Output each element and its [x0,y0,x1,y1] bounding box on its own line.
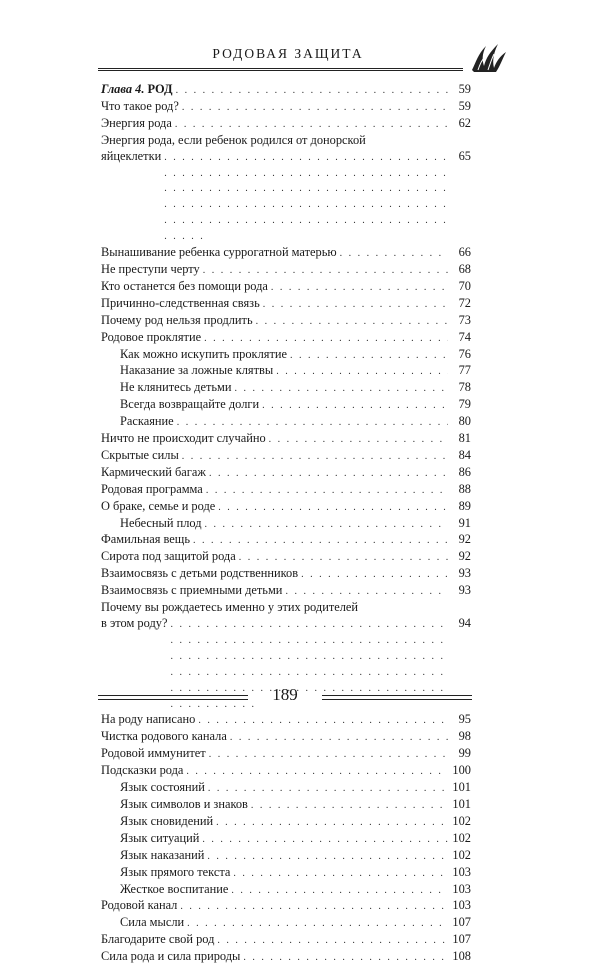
toc-entry-title: Язык состояний [120,780,205,795]
toc-entry[interactable] [101,431,471,448]
footer-rule-left [98,695,248,700]
toc-entry-page: 88 [458,481,471,496]
toc-entry-page: 101 [452,780,471,795]
toc-entry[interactable] [101,279,471,296]
leader-dots [198,713,448,729]
toc-entry-title: Почему род нельзя продлить [101,312,253,327]
toc-entry-page: 107 [452,915,471,930]
toc-entry[interactable] [101,566,471,583]
toc-entry[interactable] [101,313,471,330]
toc-entry-title: Сила рода и сила природы [101,949,241,964]
toc-entry[interactable] [101,532,471,549]
toc-entry[interactable] [101,380,471,397]
toc-entry-page: 103 [452,898,471,913]
leader-dots [217,933,448,949]
toc-entry[interactable] [101,763,471,780]
leader-dots [186,764,448,780]
toc-entry-title: Язык сновидений [120,813,214,828]
toc-entry-title: Родовое проклятие [101,329,202,344]
page-footer [98,685,472,709]
toc-entry-page: 98 [458,729,471,744]
toc-entry-page: 79 [458,397,471,412]
toc-entry-page: 99 [458,746,471,761]
table-of-contents [101,82,471,966]
chapter-heading[interactable] [101,82,471,99]
toc-entry-page: 77 [458,363,471,378]
toc-entry[interactable] [101,780,471,797]
toc-entry-title: Кто останется без помощи рода [101,278,268,293]
leader-dots [263,297,448,313]
flame-ornament-icon [468,40,508,74]
toc-entry-page: 108 [452,949,471,964]
toc-entry-title: Что такое род? [101,98,179,113]
toc-entry-title: Язык ситуаций [120,830,200,845]
toc-entry-page: 102 [452,847,471,862]
toc-entry-title: Почему вы рождаетесь именно у этих родителей [101,600,359,615]
leader-dots [290,348,448,364]
toc-entry[interactable] [101,448,471,465]
leader-dots [301,567,448,583]
toc-entry-page: 92 [458,532,471,547]
leader-dots [187,916,448,932]
toc-entry-page: 100 [452,763,471,778]
leader-dots [216,815,448,831]
toc-entry[interactable] [101,116,471,133]
toc-entry-page: 76 [458,346,471,361]
toc-entry-page: 74 [458,329,471,344]
toc-entry-title: Взаимосвязь с приемными детьми [101,583,283,598]
toc-entry[interactable] [101,499,471,516]
toc-entry-page: 62 [458,115,471,130]
toc-entry-title: Язык символов и знаков [120,796,248,811]
leader-dots [276,364,448,380]
toc-entry-title: Родовой канал [101,898,178,913]
toc-entry-title: Ничто не происходит случайно [101,431,266,446]
leader-dots [207,849,448,865]
footer-rule-right [322,695,472,700]
leader-dots [204,331,448,347]
page-number: 189 [272,685,298,704]
leader-dots [176,83,448,99]
leader-dots [218,500,448,516]
chapter-name: РОД [147,82,173,96]
toc-entry-page: 65 [458,148,471,163]
toc-entry[interactable] [101,915,471,932]
toc-entry-title: Чистка родового канала [101,729,227,744]
toc-entry-title: Энергия рода, если ребенок родился от донорской [101,132,366,147]
toc-entry-page: 81 [458,431,471,446]
leader-dots [193,533,448,549]
leader-dots [208,781,448,797]
leader-dots [177,415,448,431]
leader-dots [180,899,448,915]
toc-entry[interactable] [101,848,471,865]
toc-entry[interactable] [101,583,471,600]
toc-entry[interactable] [101,831,471,848]
toc-entry-page: 95 [458,712,471,727]
toc-entry[interactable] [101,549,471,566]
toc-entry-title: Родовой иммунитет [101,746,206,761]
toc-entry-page: 72 [458,295,471,310]
toc-entry-title: Сирота под защитой рода [101,549,236,564]
toc-entry-title: О браке, семье и роде [101,498,216,513]
leader-dots [239,550,448,566]
leader-dots [175,117,448,133]
leader-dots [206,483,448,499]
chapter-page: 59 [458,82,471,96]
toc-entry-page: 66 [458,245,471,260]
header-rule [98,68,463,71]
running-header [98,40,504,70]
toc-entry-title: Кармический багаж [101,464,206,479]
toc-entry-title: Не клянитесь детьми [120,380,232,395]
toc-entry-title: Язык наказаний [120,847,205,862]
toc-entry[interactable] [101,347,471,364]
leader-dots [251,798,448,814]
toc-entry-page: 73 [458,312,471,327]
toc-entry-title: Язык прямого текста [120,864,231,879]
toc-entry-title: Не преступи черту [101,261,200,276]
toc-entry-title-continued: в этом роду? [101,616,168,630]
toc-entry[interactable] [101,363,471,380]
toc-entry-title: Фамильная вещь [101,532,190,547]
chapter-number: Глава 4. [101,82,145,96]
toc-entry[interactable] [101,330,471,347]
toc-entry-page: 68 [458,261,471,276]
chapter-title [101,82,173,98]
toc-entry[interactable] [101,482,471,499]
toc-entry-page: 103 [452,881,471,896]
toc-entry[interactable] [101,932,471,949]
leader-dots [269,432,448,448]
toc-entry[interactable] [101,397,471,414]
leader-dots [202,832,448,848]
toc-entry-title: На роду написано [101,712,196,727]
toc-entry-page: 91 [458,515,471,530]
leader-dots [243,950,448,966]
leader-dots [235,381,448,397]
toc-entry-title: Жесткое воспитание [120,881,229,896]
toc-entry-title: Сила мысли [120,915,185,930]
toc-entry[interactable] [101,465,471,482]
toc-entry-title: Наказание за ложные клятвы [120,363,274,378]
toc-entry-title: Вынашивание ребенка суррогатной матерью [101,245,337,260]
toc-entry[interactable] [101,245,471,262]
leader-dots [182,100,448,116]
toc-entry-page: 107 [452,932,471,947]
toc-entry[interactable] [101,814,471,831]
leader-dots [231,883,448,899]
toc-entry[interactable] [101,949,471,966]
toc-entry-page: 78 [458,380,471,395]
toc-entry-title: Раскаяние [120,414,174,429]
toc-entry-page: 80 [458,414,471,429]
toc-entry-page: 92 [458,549,471,564]
toc-entry-title: Родовая программа [101,481,203,496]
toc-entry-page: 89 [458,498,471,513]
toc-entry-page: 70 [458,278,471,293]
leader-dots [182,449,448,465]
leader-dots [233,866,448,882]
toc-entry[interactable] [101,262,471,279]
toc-entry[interactable] [101,865,471,882]
leader-dots [271,280,448,296]
toc-entry[interactable] [101,746,471,763]
toc-entry-title: Всегда возвращайте долги [120,397,260,412]
leader-dots [164,150,448,245]
toc-entry-title: Благодарите свой род [101,932,215,947]
toc-entry-title: Взаимосвязь с детьми родственников [101,566,299,581]
leader-dots [256,314,448,330]
leader-dots [203,263,448,279]
toc-entry[interactable] [101,712,471,729]
toc-entry[interactable] [101,99,471,116]
toc-entry-page: 94 [458,616,471,630]
toc-entry-page: 86 [458,464,471,479]
toc-entry-title: Причинно-следственная связь [101,295,260,310]
toc-entry-title: Как можно искупить проклятие [120,346,287,361]
leader-dots [205,517,448,533]
toc-entry[interactable] [101,133,471,245]
toc-entry-title-continued: яйцеклетки [101,148,162,163]
leader-dots [285,584,448,600]
toc-entry-page: 103 [452,864,471,879]
toc-entry-page: 93 [458,566,471,581]
leader-dots [230,730,448,746]
toc-entry[interactable] [101,797,471,814]
leader-dots [262,398,448,414]
toc-entry[interactable] [101,414,471,431]
toc-entry-page: 84 [458,447,471,462]
toc-entry[interactable] [101,516,471,533]
toc-entry[interactable] [101,898,471,915]
toc-entry-title: Подсказки рода [101,763,184,778]
toc-entry-page: 102 [452,813,471,828]
running-header-title: РОДОВАЯ ЗАЩИТА [212,46,364,61]
toc-entry-page: 101 [452,796,471,811]
leader-dots [340,246,448,262]
toc-entry-title: Небесный плод [120,515,202,530]
toc-entry[interactable] [101,296,471,313]
toc-entry-page: 102 [452,830,471,845]
toc-entry[interactable] [101,882,471,899]
toc-entry-title: Скрытые силы [101,447,179,462]
toc-entry-page: 59 [458,98,471,113]
toc-entry-page: 93 [458,583,471,598]
toc-entry[interactable] [101,729,471,746]
toc-entry-title: Энергия рода [101,115,172,130]
leader-dots [209,466,448,482]
